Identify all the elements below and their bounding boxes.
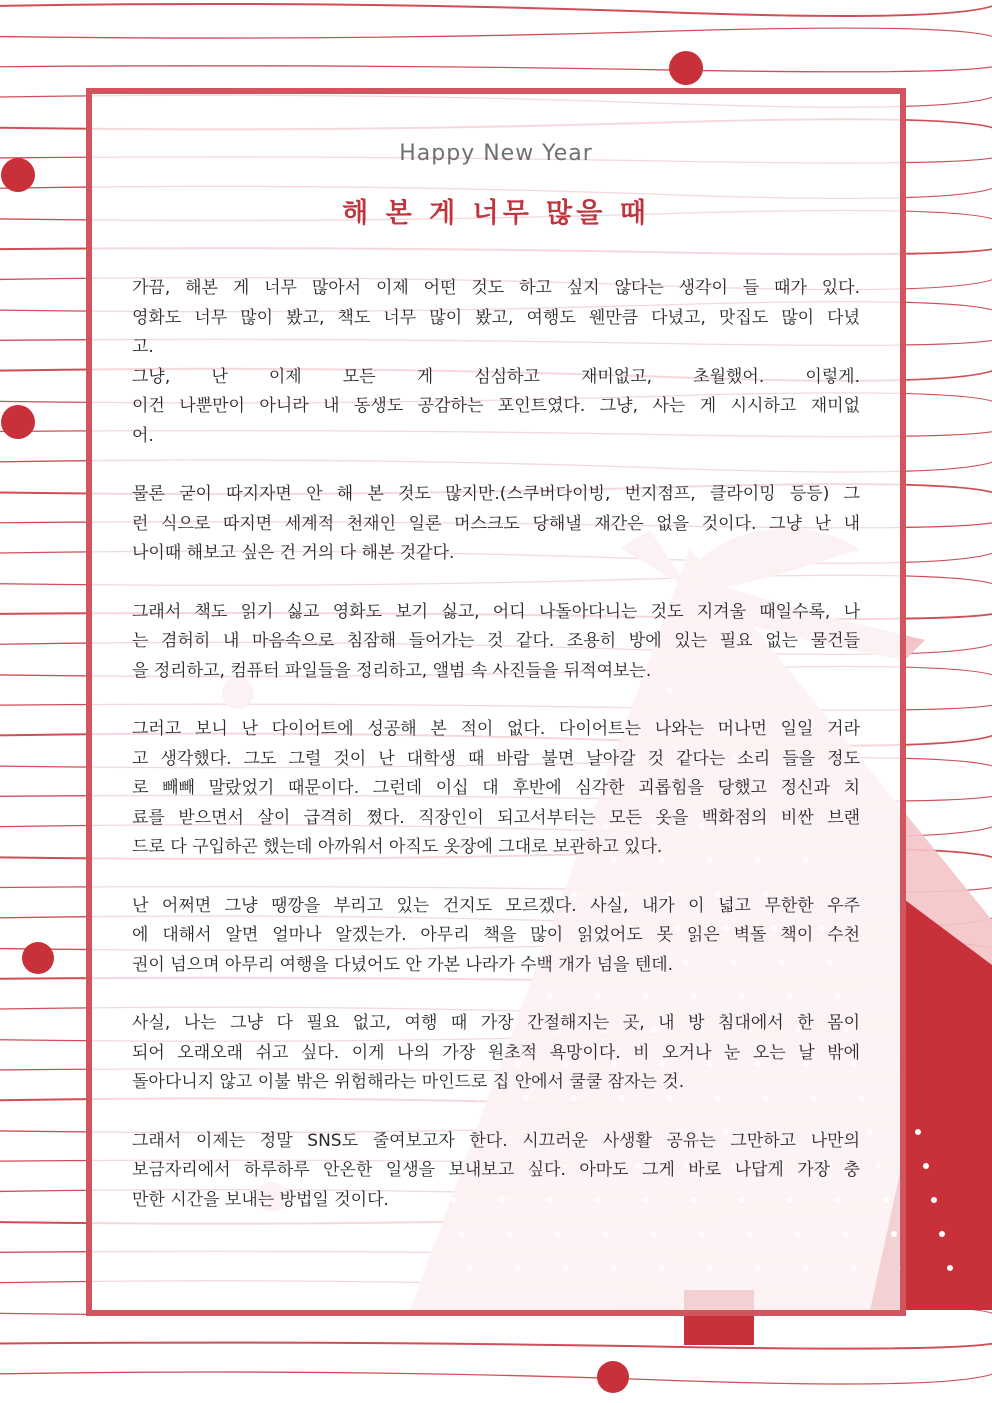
- letter-body: [132, 274, 860, 1215]
- paragraph: [132, 598, 860, 687]
- paragraph-line: 어.: [132, 425, 154, 446]
- paragraph-line: 그냥, 난 이제 모든 게 심심하고 재미없고, 초월했어. 이렇게.: [132, 366, 860, 387]
- paragraph-line: 가끔, 해본 게 너무 많아서 이제 어떤 것도 하고 싶지 않다는 생각이 들 때가 있다.: [132, 278, 860, 298]
- header-kicker: Happy New Year: [399, 141, 593, 166]
- paragraph: [132, 715, 860, 863]
- tree-dot: [931, 1197, 937, 1203]
- paragraph-line: 되어 오래오래 쉬고 싶다. 이게 나의 가장 원초적 욕망이다. 비 오거나 눈 오는 날 밖에: [132, 1042, 860, 1063]
- paragraph-line: 돌아다니지 않고 이불 밖은 위험해라는 마인드로 집 안에서 쿨쿨 잠자는 것.: [132, 1072, 685, 1092]
- stripe-line: [0, 0, 992, 16]
- tree-dot: [939, 1231, 945, 1237]
- paragraph-line: 에 대해서 알면 얼마나 알겠는가. 아무리 책을 많이 읽었어도 못 읽은 벽돌 책이 수천: [132, 925, 860, 945]
- tree-dot: [947, 1265, 953, 1271]
- paragraph-line: 보금자리에서 하루하루 안온한 일생을 보내보고 싶다. 아마도 그게 바로 나답게 가장 충: [132, 1160, 860, 1180]
- paragraph-line: 료를 받으면서 살이 급격히 쪘다. 직장인이 되고서부터는 모든 옷을 백화점의 비싼 브랜: [132, 807, 860, 828]
- paragraph-line: 는 겸허히 내 마음속으로 침잠해 들어가는 것 같다. 조용히 방에 있는 필요 없는 물건들: [132, 631, 860, 651]
- paragraph-line: 그래서 이제는 정말 SNS도 줄여보고자 한다. 시끄러운 사생활 공유는 그만하고 나만의: [132, 1130, 860, 1151]
- paragraph-line: 고 생각했다. 그도 그럴 것이 난 대학생 때 바람 불면 날아갈 것 같다는 소리 들을 정도: [132, 748, 860, 769]
- paragraph-line: 나이때 해보고 싶은 건 거의 다 해본 것같다.: [132, 543, 455, 563]
- paragraph-line: 난 어쩌면 그냥 땡깡을 부리고 있는 건지도 모르겠다. 사실, 내가 이 넓고 무한한 우주: [132, 895, 860, 916]
- paragraph-line: 로 빼빼 말랐었기 때문이다. 그런데 이십 대 후반에 심각한 괴롭힘을 당했고 정신과 치: [132, 778, 860, 798]
- paragraph: [132, 480, 860, 569]
- paragraph: [132, 274, 860, 451]
- stripe-line: [0, 1341, 992, 1349]
- paragraph-line: 그래서 책도 읽기 싫고 영화도 보기 싫고, 어디 나돌아다니는 것도 지겨울 때일수록, 나: [132, 601, 860, 622]
- stripe-line: [0, 64, 992, 72]
- paragraph: [132, 1009, 860, 1098]
- tree-dot: [915, 1129, 921, 1135]
- paragraph-line: 드로 다 구입하곤 했는데 아까워서 아직도 옷장에 그대로 보관하고 있다.: [132, 837, 663, 857]
- stripe-line: [0, 1368, 992, 1384]
- letter-content: [132, 136, 860, 1244]
- paragraph-line: 물론 굳이 따지자면 안 해 본 것도 많지만.(스쿠버다이빙, 번지점프, 클라이밍 등등) 그: [132, 484, 860, 504]
- paragraph-line: 이건 나뿐만이 아니라 내 동생도 공감하는 포인트였다. 그냥, 사는 게 시시하고 재미없: [132, 396, 860, 416]
- paragraph-line: 영화도 너무 많이 봤고, 책도 너무 많이 봤고, 여행도 웬만큼 다녔고, 맛집도 많이 다녔: [132, 307, 860, 328]
- tree-dot: [923, 1163, 929, 1169]
- page-title: 해 본 게 너무 많을 때: [342, 198, 650, 229]
- paragraph-line: 런 식으로 따지면 세계적 천재인 일론 머스크도 당해낼 재간은 없을 것이다. 그냥 난 내: [132, 513, 860, 534]
- paragraph-line: 만한 시간을 보내는 방법일 것이다.: [132, 1189, 389, 1210]
- paragraph-line: 을 정리하고, 컴퓨터 파일들을 정리하고, 앨범 속 사진들을 뒤적여보는.: [132, 660, 652, 681]
- paragraph-line: 권이 넘으며 아무리 여행을 다녔어도 안 가본 나라가 수백 개가 넘을 텐데.: [132, 954, 674, 975]
- paragraph-line: 고.: [132, 337, 154, 357]
- stripe-line: [0, 28, 992, 41]
- paragraph-line: 그러고 보니 난 다이어트에 성공해 본 적이 없다. 다이어트는 나와는 머나먼 일일 거라: [132, 719, 860, 739]
- paragraph-line: 사실, 나는 그냥 다 필요 없고, 여행 때 가장 간절해지는 곳, 내 방 침대에서 한 몸이: [132, 1013, 860, 1033]
- paragraph: [132, 1127, 860, 1216]
- paragraph: [132, 892, 860, 981]
